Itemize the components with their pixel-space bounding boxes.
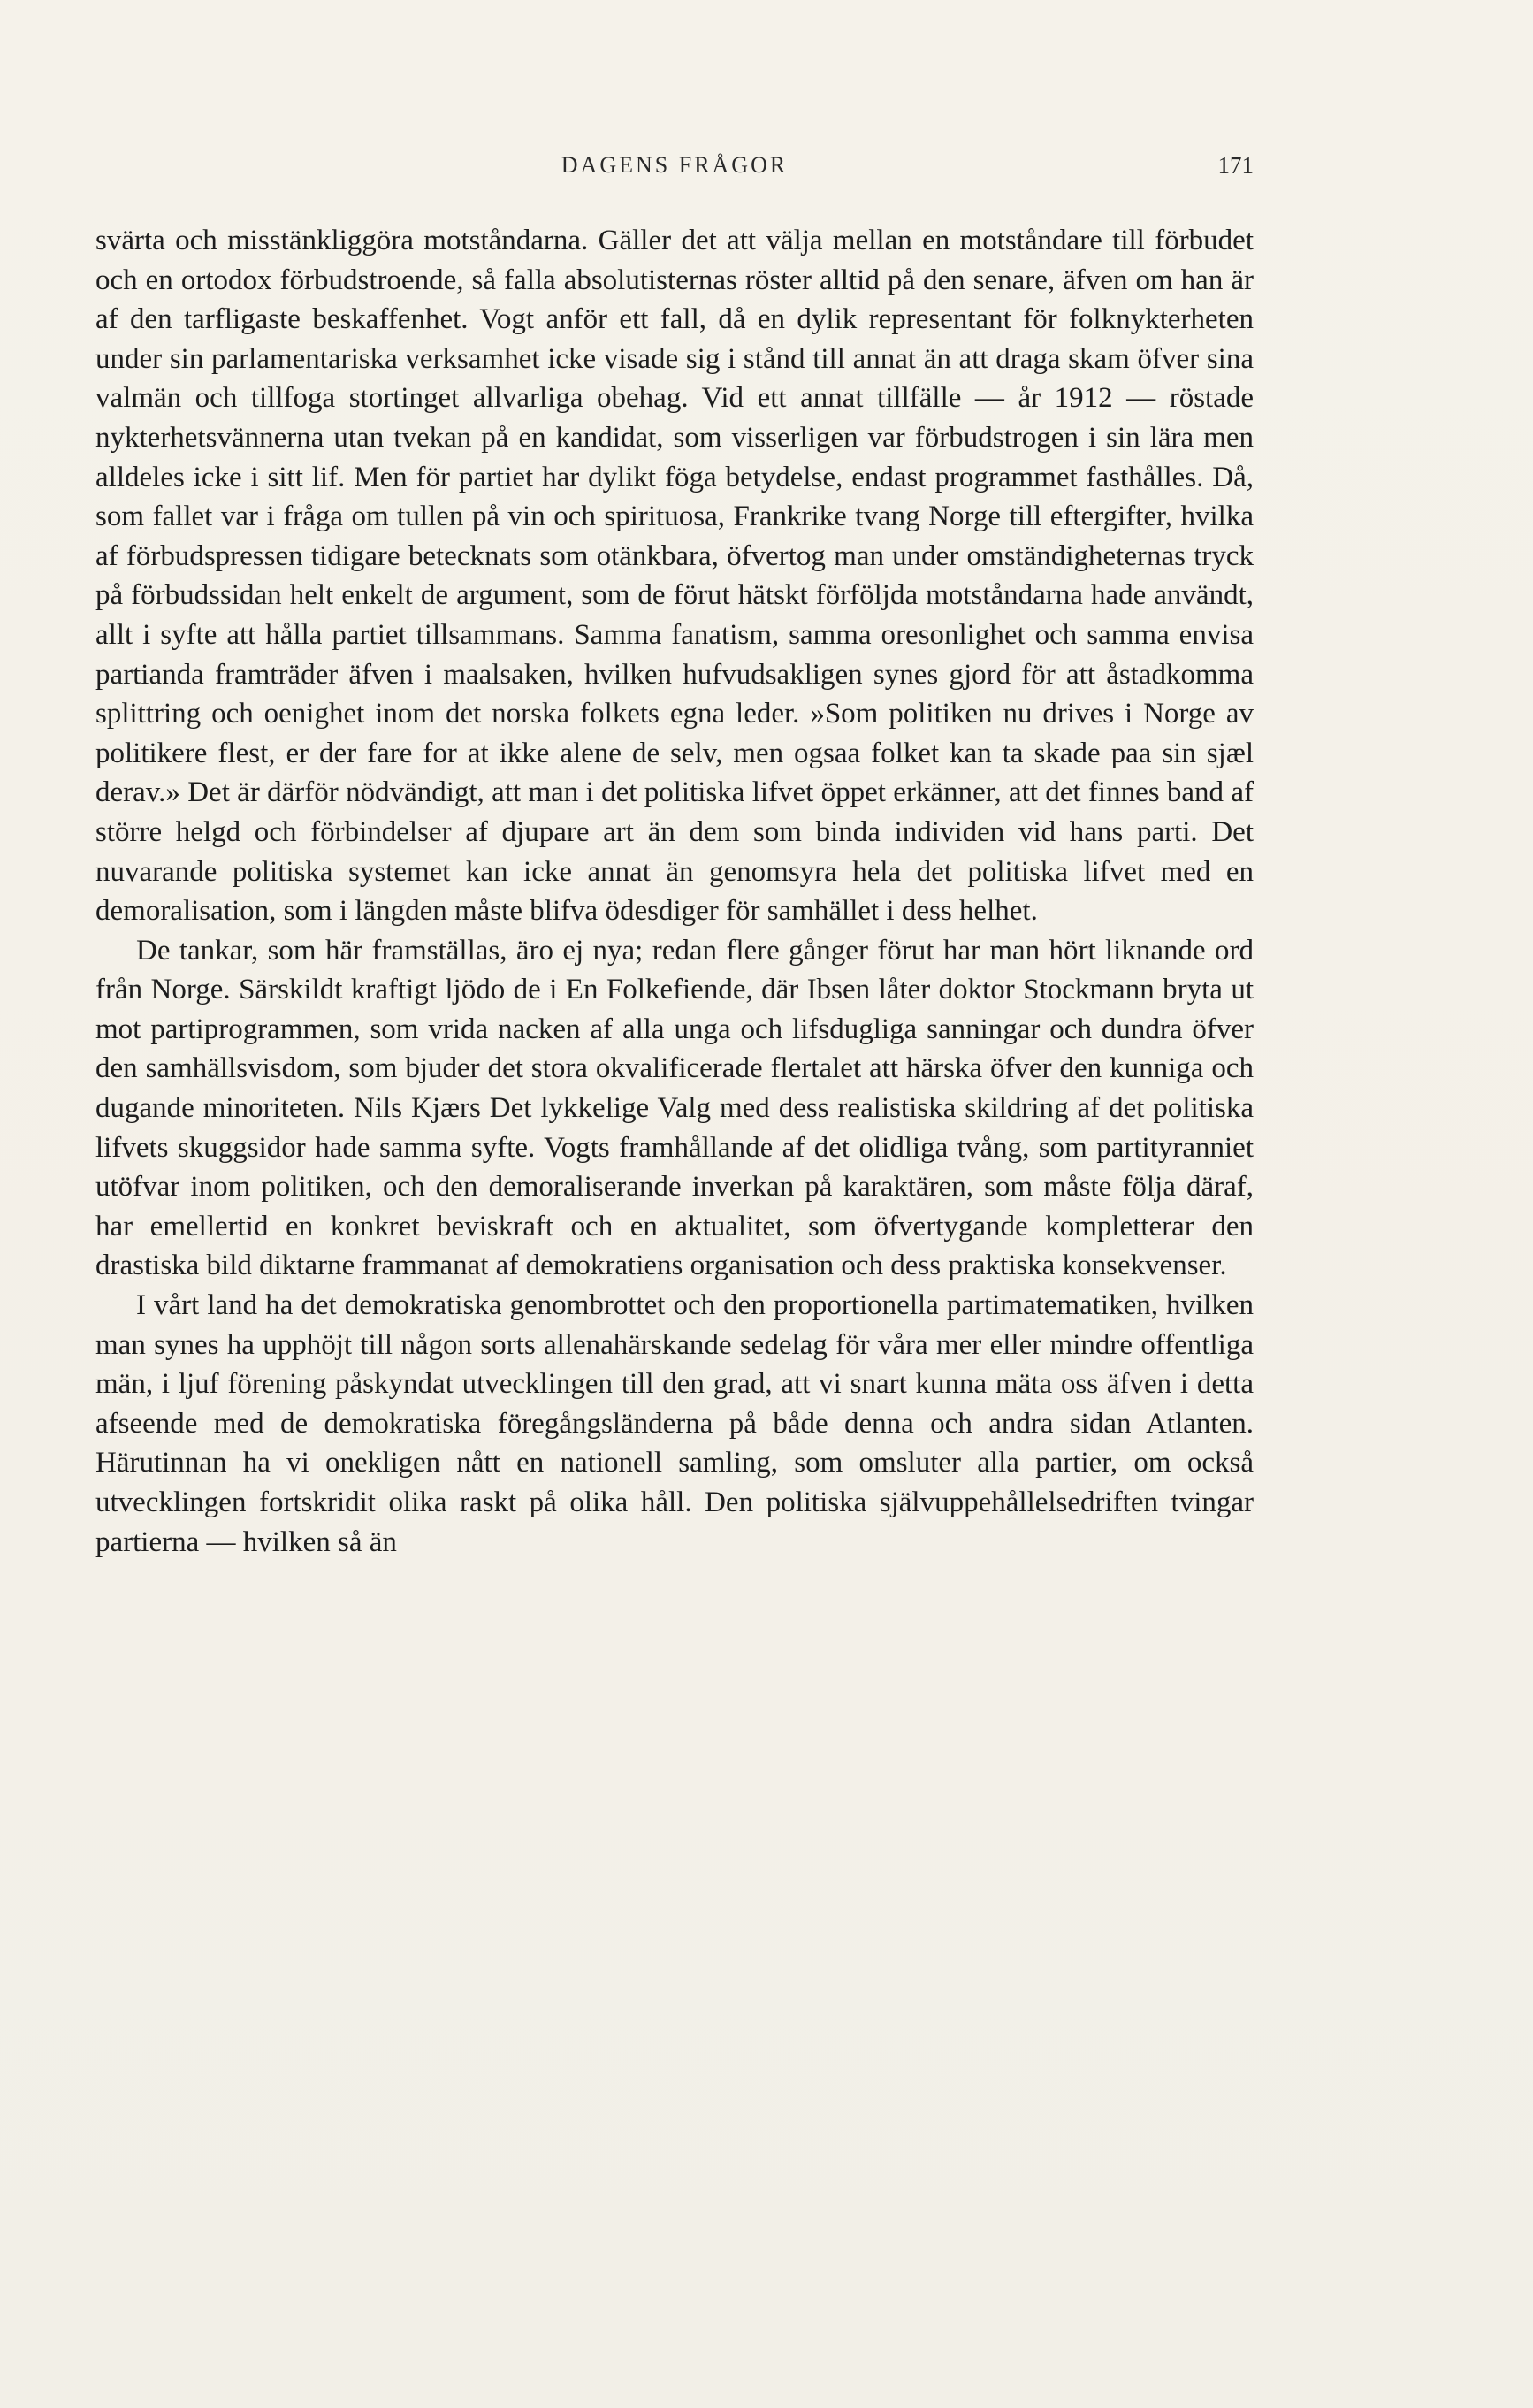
paragraph-3: I vårt land ha det demokratiska genombrottet och den proportionella partimatematiken, hvilken man synes ha upphöjt till någon sorts allenahärskande sedelag för våra mer eller mindre offentliga män, i ljuf förening påskyndat utvecklingen till den grad, att vi snart kunna mäta oss äfven i detta afseende med de demokratiska föregångsländerna på både denna och andra sidan Atlanten. Härutinnan ha vi onekligen nått en nationell samling, som omsluter alla partier, om också utvecklingen fortskridit olika raskt på olika håll. Den politiska självuppehållelsedriften tvingar partierna — hvilken så än (95, 1289, 1254, 1558)
running-title: DAGENS FRÅGOR (561, 152, 789, 178)
page-number: 171 (1217, 152, 1254, 179)
paragraph-1: svärta och misstänkliggöra motståndarna. Gäller det att välja mellan en motståndare till förbudet och en ortodox förbudstroende, så falla absolutisternas röster alltid på den senare, äfven om han är af den tarfligaste beskaffenhet. Vogt anför ett fall, då en dylik representant för folknykterheten under sin parlamentariska verksamhet icke visade sig i stånd till annat än att draga skam öfver sina valmän och tillfoga stortinget allvarliga obehag. Vid ett annat tillfälle — år 1912 — röstade nykterhetsvännerna utan tvekan på en kandidat, som visserligen var förbudstrogen i sin lära men alldeles icke i sitt lif. Men för partiet har dylikt föga betydelse, endast programmet fasthålles. Då, som fallet var i fråga om tullen på vin och spirituosa, Frankrike tvang Norge till eftergifter, hvilka af förbudspressen tidigare betecknats som otänkbara, öfvertog man under omständigheternas tryck på förbudssidan helt enkelt de argument, som de förut hätskt förföljda motståndarna hade användt, allt i syfte att hålla partiet tillsammans. Samma fanatism, samma oresonlighet och samma envisa partianda framträder äfven i maalsaken, hvilken hufvudsakligen synes gjord för att åstadkomma splittring och oenighet inom det norska folkets egna leder. »Som politiken nu drives i Norge av politikere flest, er der fare for at ikke alene de selv, men ogsaa folket kan ta skade paa sin sjæl derav.» Det är därför nödvändigt, att man i det politiska lifvet öppet erkänner, att det finnes band af större helgd och förbindelser af djupare art än dem som binda individen vid hans parti. Det nuvarande politiska systemet kan icke annat än genomsyra hela det politiska lifvet med en demoralisation, som i längden måste blifva ödesdiger för samhället i dess helhet. (95, 225, 1254, 928)
body-text (95, 221, 1254, 1562)
page-header (95, 152, 1254, 187)
paragraph-2: De tankar, som här framställas, äro ej nya; redan flere gånger förut har man hört liknande ord från Norge. Särskildt kraftigt ljödo de i En Folkefiende, där Ibsen låter doktor Stockmann bryta ut mot partiprogrammen, som vrida nacken af alla unga och lifsdugliga sanningar och dundra öfver den samhällsvisdom, som bjuder det stora okvalificerade flertalet att härska öfver den kunniga och dugande minoriteten. Nils Kjærs Det lykkelige Valg med dess realistiska skildring af det politiska lifvets skuggsidor hade samma syfte. Vogts framhållande af det olidliga tvång, som partityranniet utöfvar inom politiken, och den demoraliserande inverkan på karaktären, som måste följa däraf, har emellertid en konkret beviskraft och en aktualitet, som öfvertygande kompletterar den drastiska bild diktarne frammanat af demokratiens organisation och dess praktiska konsekvenser. (95, 934, 1254, 1282)
